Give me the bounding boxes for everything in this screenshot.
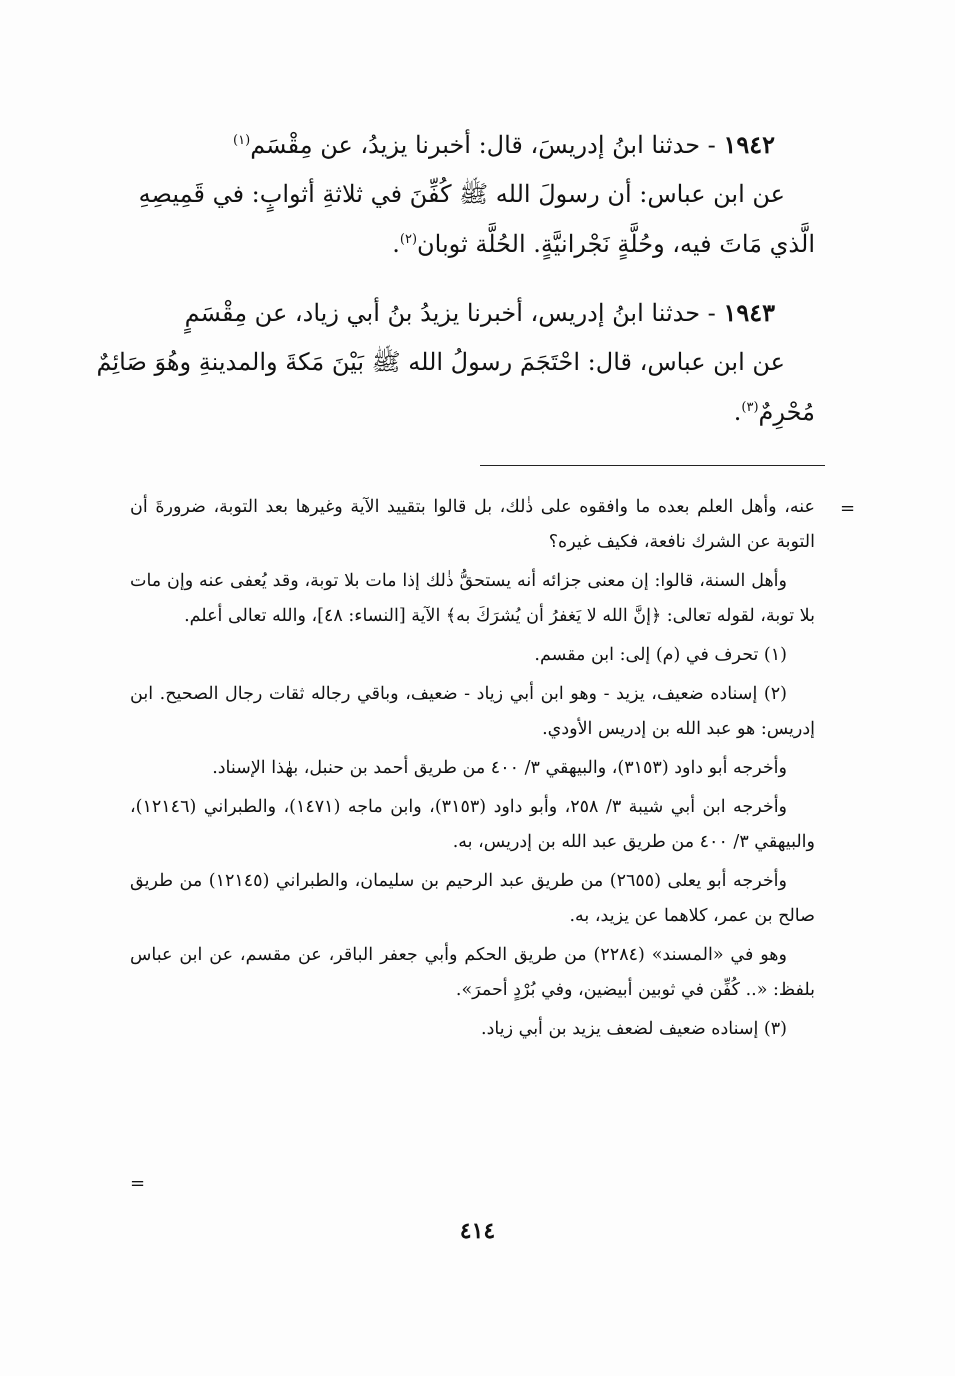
footnote-paragraph: وأهل السنة، قالوا: إن معنى جزائه أنه يستحقُّ ذٰلك إذا مات بلا توبة، وقد يُعفى عنه وإن مات بلا توبة، لقوله تعالى: ﴿إنَّ الله لا يَغفرُ أن يُشرَكَ به﴾ الآية [النساء: ٤٨]، والله تعالى أعلم. bbox=[130, 571, 815, 626]
footnote-paragraph: وأخرجه أبو داود (٣١٥٣)، والبيهقي ٣/ ٤٠٠ من طريق أحمد بن حنبل، بهٰذا الإسناد. bbox=[212, 758, 787, 778]
footnotes bbox=[130, 490, 815, 1051]
hadith-isnad: - حدثنا ابنُ إدريس، أخبرنا يزيدُ بنُ أبي زياد، عن مِقْسَمٍ bbox=[184, 299, 716, 327]
hadith-matn-text: عن ابن عباس: أن رسولَ الله ﷺ كُفِّنَ في ثلاثةِ أثوابٍ: في قَمِيصِهِ الَّذي مَاتَ فيه، وحُلَّةٍ نَجْرانيَّةٍ. الحُلَّة ثوبان bbox=[138, 180, 815, 258]
hadith-matn-end: . bbox=[392, 230, 400, 258]
footnote-separator bbox=[480, 465, 825, 466]
footnote-ref: (٢) bbox=[399, 232, 418, 247]
footnote-paragraph: وأخرجه ابن أبي شيبة ٣/ ٢٥٨، وأبو داود (٣١٥٣)، وابن ماجه (١٤٧١)، والطبراني (١٢١٤٦)، والبيهقي ٣/ ٤٠٠ من طريق عبد الله بن إدريس، به. bbox=[130, 797, 815, 852]
hadith-isnad: - حدثنا ابنُ إدريسَ، قال: أخبرنا يزيدُ، عن مِقْسَم bbox=[250, 131, 716, 159]
hadith-matn-text: عن ابن عباس، قال: احْتَجَمَ رسولُ الله ﷺ بَيْنَ مَكةَ والمدينةِ وهُوَ صَائِمٌ مُحْرِمٌ bbox=[96, 348, 815, 426]
hadith-matn bbox=[90, 172, 815, 267]
hadith-1942 bbox=[90, 118, 815, 267]
footnote-3: (٣) إسناده ضعيف لضعف يزيد بن أبي زياد. bbox=[481, 1019, 787, 1039]
footnote-continuation: عنه، وأهل العلم بعده ما وافقوه على ذٰلك، بل قالوا بتقييد الآية وغيرها بعد التوبة، ضرورةَ أن التوبة عن الشرك نافعة، فكيف غيره؟ bbox=[130, 497, 815, 552]
hadith-matn bbox=[90, 340, 815, 435]
footnote-ref: (١) bbox=[233, 133, 251, 148]
footnote-paragraph: وهو في «المسند» (٢٢٨٤) من طريق الحكم وأبي جعفر الباقر، عن مقسم، عن ابن عباس بلفظ: «.. كُفِّن في ثوبين أبيضين، وفي بُرْدٍ أحمرَ». bbox=[130, 945, 815, 1000]
page-number: ٤١٤ bbox=[459, 1218, 496, 1244]
hadith-number: ١٩٤٢ bbox=[723, 130, 775, 159]
footnote-1: (١) تحرف في (م) إلى: ابن مقسم. bbox=[534, 645, 787, 665]
hadith-1943 bbox=[90, 290, 815, 435]
hadith-isnad-line bbox=[90, 290, 815, 336]
hadith-number: ١٩٤٣ bbox=[723, 298, 775, 327]
footnote-2: (٢) إسناده ضعيف، يزيد - وهو ابن أبي زياد - ضعيف، وباقي رجاله ثقات رجال الصحيح. ابن إدريس: هو عبد الله بن إدريس الأودي. bbox=[130, 684, 815, 739]
continuation-marker-bottom: = bbox=[130, 1173, 146, 1194]
footnote-paragraph: وأخرجه أبو يعلى (٢٦٥٥) من طريق عبد الرحيم بن سليمان، والطبراني (١٢١٤٥) من طريق صالح بن عمر، كلاهما عن يزيد، به. bbox=[130, 871, 815, 926]
footnote-ref: (٣) bbox=[741, 400, 759, 415]
hadith-isnad-line bbox=[90, 118, 815, 168]
hadith-matn-end: . bbox=[733, 398, 742, 426]
continuation-marker-top: = bbox=[840, 498, 856, 519]
